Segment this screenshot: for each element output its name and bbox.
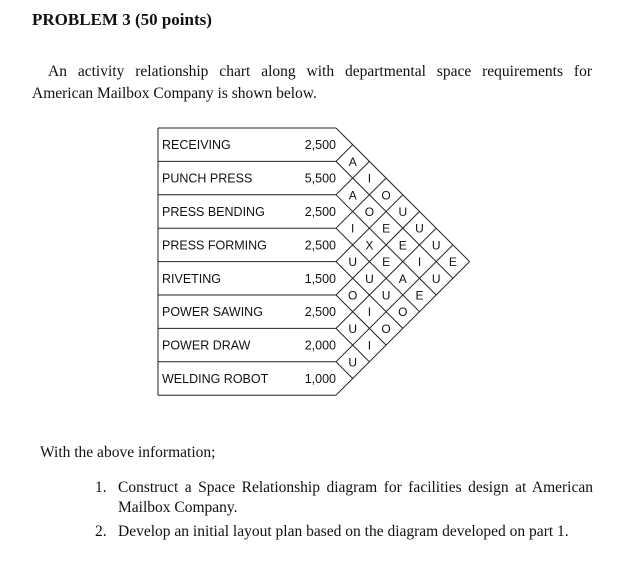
department-name: POWER DRAW <box>162 338 251 353</box>
relationship-code: A <box>348 188 357 203</box>
relationship-code: O <box>381 188 391 203</box>
relationship-code: E <box>448 255 457 270</box>
department-space: 2,000 <box>304 338 336 353</box>
department-space: 2,500 <box>304 238 336 253</box>
department-name: RIVETING <box>162 271 222 286</box>
relationship-code: O <box>381 321 391 336</box>
department-name: PRESS FORMING <box>162 238 267 253</box>
relationship-code: U <box>348 355 358 370</box>
relationship-code: U <box>415 221 424 236</box>
department-space: 5,500 <box>304 171 336 186</box>
relationship-code: E <box>382 255 391 270</box>
problem-intro: An activity relationship chart along with departmental space requirements for American Mailbox Company is shown below. <box>32 62 592 102</box>
grid-diagonal <box>336 212 420 296</box>
instructions-lead: With the above information; <box>40 444 216 461</box>
department-space: 1,000 <box>304 372 336 386</box>
relationship-code: A <box>348 154 357 169</box>
relationship-code: X <box>365 238 374 253</box>
department-name: PRESS BENDING <box>162 205 265 219</box>
task-number: 2. <box>95 523 107 540</box>
department-name: POWER SAWING <box>162 305 263 320</box>
problem-title: PROBLEM 3 (50 points) <box>32 10 212 29</box>
relationship-code: O <box>364 205 375 219</box>
task-text: Develop an initial layout plan based on the diagram developed on part 1. <box>118 523 569 540</box>
relationship-code: U <box>431 271 441 286</box>
relationship-code: E <box>415 288 424 303</box>
relationship-code: U <box>348 321 358 336</box>
relationship-code: O <box>398 305 408 320</box>
relationship-code: I <box>367 171 372 186</box>
grid-diagonal <box>336 178 386 228</box>
relationship-code: I <box>351 221 355 236</box>
department-name: RECEIVING <box>162 138 231 153</box>
department-space: 2,500 <box>304 205 336 219</box>
task-text: Construct a Space Relationship diagram for facilities design at American Mailbox Company. <box>118 479 593 516</box>
relationship-code: I <box>367 305 372 320</box>
relationship-code: U <box>431 238 441 253</box>
task-number: 1. <box>95 479 107 496</box>
task-item <box>95 522 593 542</box>
relationship-code: I <box>367 338 372 353</box>
task-list <box>95 478 593 546</box>
department-name: PUNCH PRESS <box>162 171 253 186</box>
relationship-code: I <box>417 255 422 270</box>
department-space: 2,500 <box>304 138 336 153</box>
department-space: 2,500 <box>304 305 336 320</box>
relationship-code: E <box>382 221 391 236</box>
relationship-code: U <box>348 255 358 270</box>
department-name: WELDING ROBOT <box>162 372 269 386</box>
relationship-code: O <box>348 288 358 303</box>
relationship-code: U <box>398 205 408 219</box>
relationship-code: E <box>398 238 407 253</box>
grid-diagonal <box>336 295 386 345</box>
department-space: 1,500 <box>304 271 336 286</box>
relationship-code: U <box>381 288 391 303</box>
relationship-code: A <box>398 271 407 286</box>
task-item <box>95 478 593 518</box>
relationship-code: U <box>365 271 374 286</box>
